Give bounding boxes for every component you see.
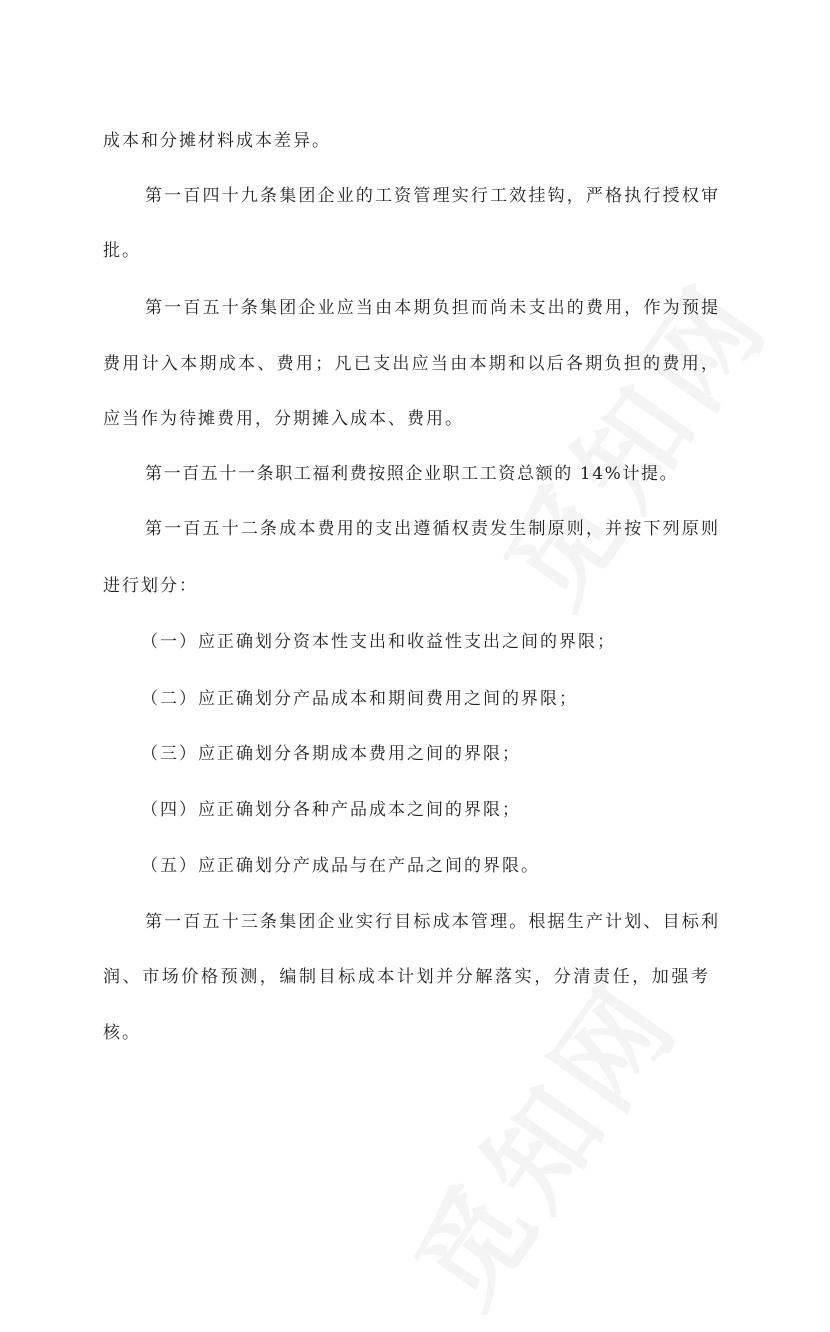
paragraph-line: 费用计入本期成本、费用；凡已支出应当由本期和以后各期负担的费用， bbox=[103, 354, 718, 374]
list-item: （二）应正确划分产品成本和期间费用之间的界限； bbox=[141, 689, 578, 709]
article-151: 第一百五十一条职工福利费按照企业职工工资总额的 14%计提。 bbox=[145, 464, 679, 484]
paragraph-line: 批。 bbox=[103, 241, 141, 261]
article-152: 第一百五十二条成本费用的支出遵循权责发生制原则，并按下列原则 bbox=[145, 519, 718, 539]
paragraph-line: 进行划分： bbox=[103, 576, 198, 596]
list-item: （一）应正确划分资本性支出和收益性支出之间的界限； bbox=[141, 632, 616, 652]
article-149: 第一百四十九条集团企业的工资管理实行工效挂钩，严格执行授权审 bbox=[145, 186, 718, 206]
paragraph-line: 成本和分摊材料成本差异。 bbox=[103, 131, 331, 151]
watermark bbox=[372, 946, 708, 1332]
paragraph-line: 核。 bbox=[103, 1023, 141, 1043]
article-150: 第一百五十条集团企业应当由本期负担而尚未支出的费用，作为预提 bbox=[145, 298, 718, 318]
paragraph-line: 应当作为待摊费用，分期摊入成本、费用。 bbox=[103, 409, 464, 429]
paragraph-line: 润、市场价格预测，编制目标成本计划并分解落实，分清责任，加强考 bbox=[103, 967, 711, 987]
list-item: （三）应正确划分各期成本费用之间的界限； bbox=[141, 744, 521, 764]
list-item: （四）应正确划分各种产品成本之间的界限； bbox=[141, 800, 521, 820]
list-item: （五）应正确划分产成品与在产品之间的界限。 bbox=[141, 856, 540, 876]
article-153: 第一百五十三条集团企业实行目标成本管理。根据生产计划、目标利 bbox=[145, 912, 718, 932]
